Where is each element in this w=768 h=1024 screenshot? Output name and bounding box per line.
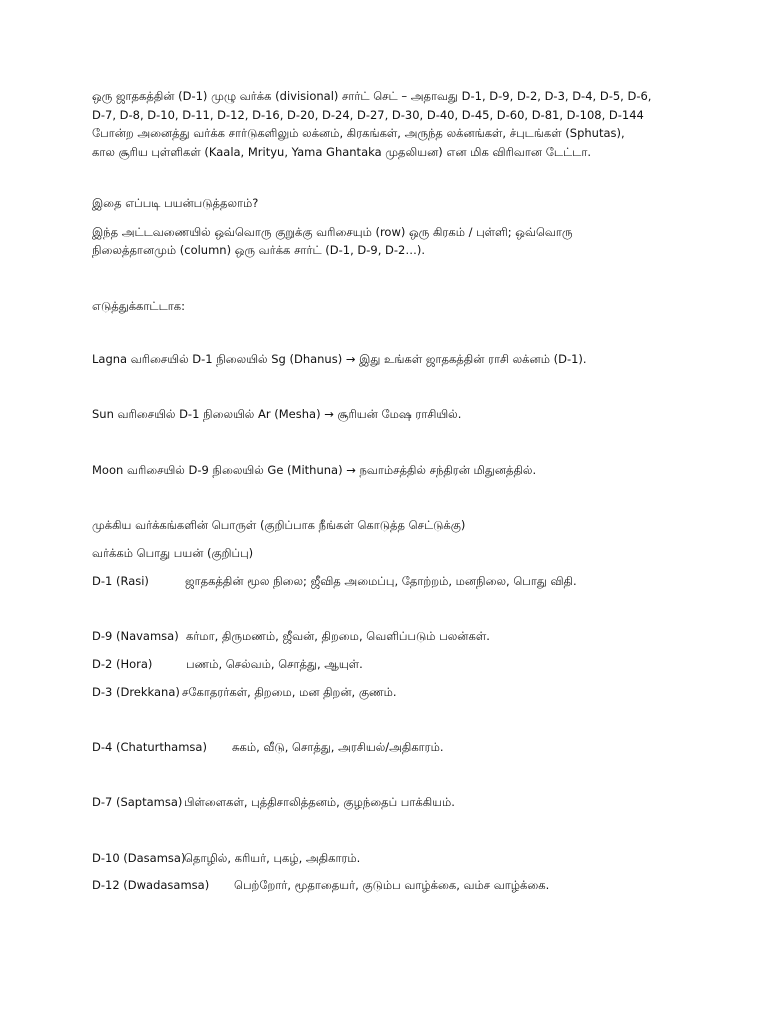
example-sun: Sun வரிசையில் D-1 நிலையில் Ar (Mesha) → சூரியன் மேஷ ராசியில். [92,407,462,421]
varga-row-d3 [92,684,397,700]
varga-term: D-12 (Dwadasamsa) [92,878,210,892]
varga-term: D-7 (Saptamsa) [92,795,183,809]
key-vargas-subheading: வர்க்கம் பொது பயன் (குறிப்பு) [92,546,254,560]
key-vargas-heading: முக்கிய வர்க்கங்களின் பொருள் (குறிப்பாக நீங்கள் கொடுத்த செட்டுக்கு) [92,518,466,532]
example-moon: Moon வரிசையில் D-9 நிலையில் Ge (Mithuna) → நவாம்சத்தில் சந்திரன் மிதுனத்தில். [92,463,537,477]
varga-description: சுகம், வீடு, சொத்து, அரசியல்/அதிகாரம். [232,740,444,754]
varga-term: D-2 (Hora) [92,657,153,671]
varga-term: D-4 (Chaturthamsa) [92,740,207,754]
varga-row-d9 [92,628,490,644]
varga-row-d12 [92,877,550,893]
varga-description: பிள்ளைகள், புத்திசாலித்தனம், குழந்தைப் பாக்கியம். [184,795,455,809]
varga-description: கர்மா, திருமணம், ஜீவன், திறமை, வெளிப்படும் பலன்கள். [186,629,490,643]
example-lagna: Lagna வரிசையில் D-1 நிலையில் Sg (Dhanus) → இது உங்கள் ஜாதகத்தின் ராசி லக்னம் (D-1). [92,352,587,366]
how-to-use-question: இதை எப்படி பயன்படுத்தலாம்? [92,196,259,210]
varga-term: D-9 (Navamsa) [92,629,179,643]
intro-line-3: போன்ற அனைத்து வர்க்க சார்டுகளிலும் லக்னம், கிரகங்கள், அருந்த லக்னங்கள், ச்புடங்கள் (Sphutas), [92,126,625,140]
varga-row-d10 [92,850,361,866]
examples-heading: எடுத்துக்காட்டாக: [92,299,185,313]
varga-term: D-10 (Dasamsa) [92,851,186,865]
varga-term: D-1 (Rasi) [92,574,149,588]
varga-description: ஜாதகத்தின் மூல நிலை; ஜீவித அமைப்பு, தோற்றம், மனநிலை, பொது விதி. [185,574,577,588]
varga-row-d2 [92,656,363,672]
how-to-use-line-1: இந்த அட்டவணையில் ஒவ்வொரு குறுக்கு வரிசையும் (row) ஒரு கிரகம் / புள்ளி; ஒவ்வொரு [92,225,573,239]
varga-term: D-3 (Drekkana) [92,685,180,699]
how-to-use-line-2: நிலைத்தானமும் (column) ஒரு வர்க்க சார்ட் (D-1, D-9, D-2…). [92,243,425,257]
intro-line-2: D-7, D-8, D-10, D-11, D-12, D-16, D-20, D-24, D-27, D-30, D-40, D-45, D-60, D-81, D-108, D-144 [92,107,644,122]
varga-description: தொழில், கரியர், புகழ், அதிகாரம். [184,851,361,865]
varga-description: பெற்றோர், மூதாதையர், குடும்ப வாழ்க்கை, வம்ச வாழ்க்கை. [234,878,550,892]
varga-row-d1 [92,573,577,589]
intro-paragraph [92,87,682,161]
intro-line-1: ஒரு ஜாதகத்தின் (D-1) முழு வர்க்க (divisional) சார்ட் செட் – அதாவது D-1, D-9, D-2, D-3, D-4, D-5, D-6, [92,89,652,103]
varga-description: சகோதரர்கள், திறமை, மன திறன், குணம். [182,685,397,699]
intro-line-4: கால சூரிய புள்ளிகள் (Kaala, Mrityu, Yama Ghantaka முதலியன) என மிக விரிவான டேட்டா. [92,144,591,159]
varga-description: பணம், செல்வம், சொத்து, ஆயுள். [186,657,363,671]
varga-row-d7 [92,794,455,810]
varga-row-d4 [92,739,444,755]
